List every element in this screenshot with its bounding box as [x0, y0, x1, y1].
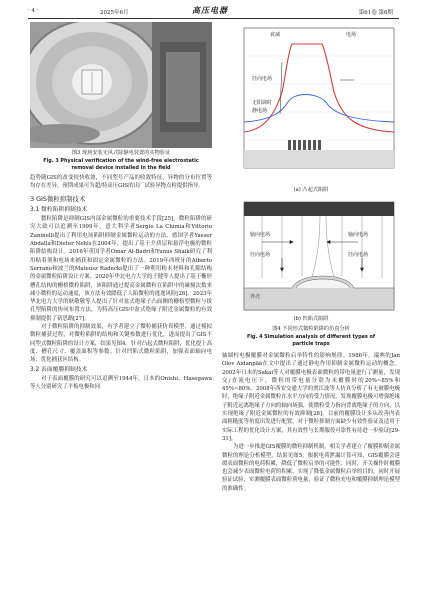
right-paragraph-2: 为进一步推进GIS覆膜的微粒抑制机制，相关学者建立了覆膜抑制金属微粒的理论分析模型，结果见图5。根据电荷泄漏计算可知，GIS覆膜会延缓表面微粒的电荷积累，降低了微粒启举的可能性；同时，开关操作时覆膜也会减少表面微粒电荷的积累，实现了降低金属微粒启举的目的，同时开展验证试验，实测覆膜表面微粒荷电量，验证了微粒充电和覆膜抑制理论模型的准确性。 [222, 444, 400, 492]
fig4a-enclosure [244, 150, 394, 168]
header-rule [28, 18, 399, 19]
left-paragraph-2: 对于微粒陷阱的抑制效果，有学者建立了微粒捕获仿真模型，通过模拟微粒捕获过程，对微粒陷阱的结构和关键参数进行优化，进而提出了GIS不同型式微粒陷阱的设计方案，结果见图4。针对凸起式微粒陷阱，优化提上高度、槽孔尺寸、覆盖面积等参数；针对凹陷式微粒陷阱，加强表面轴向电场，优化捕获区结构。 [30, 324, 212, 364]
right-column [222, 352, 400, 493]
fig3-photo-illustration [30, 22, 212, 148]
fig4-panel-a [222, 22, 400, 187]
fig4-caption-en-line1: Fig. 4 Simulation analysis of different types of [247, 334, 375, 340]
fig4a-label-0: 衰减 [270, 32, 281, 38]
page-number: · 4 · [28, 8, 39, 14]
fig4b-label-3: 外壳 [250, 294, 261, 300]
fig4a-label-3: 无阳调时 [252, 100, 273, 106]
fig3-photo [30, 22, 212, 148]
fig4b-caption: (b) 凹陷式陷阱 [293, 316, 329, 322]
volume-issue: 第61卷 第6期 [358, 10, 393, 16]
fig4b-label-4: 径向电场 [348, 252, 369, 258]
fig4a-label-4: 静电场 [252, 108, 268, 114]
fig4-caption-en-line2: particle traps [292, 341, 330, 347]
fig4-caption-cn: 图4 不同形式微粒陷阱的仿真分析 [272, 326, 350, 332]
fig4b-conductor [244, 202, 394, 216]
fig4b-label-1: 径向电场 [250, 252, 271, 258]
left-paragraph-3: 对于表面覆膜的研究可以追溯至1944年，日本的Onishi、Hasegawa等人分别研究了平板电极和同 [30, 375, 212, 391]
left-column [30, 174, 212, 391]
fig4a-label-1: 电场 [346, 32, 357, 38]
fig4a-label-2: 径向电场 [252, 76, 273, 82]
fig4b-label-0: 轴向电场 [250, 232, 271, 238]
section-3-1-heading: 3.1 微粒陷阱抑制技术 [30, 206, 88, 213]
left-paragraph-0: 趋势随GIS的改变较快收敛，不同型号产品的收敛特征，异物的分布位置等均存在差异，预期成果可为超/特高压GIS的出厂试验异物点检提供指导。 [30, 175, 212, 190]
fig3-caption-cn: 图3 现场安装无风式除静电装置的实物验证 [71, 150, 171, 156]
issue-date: 2025年6月 [100, 10, 129, 16]
fig4-panel-b [222, 198, 400, 316]
fig3-caption-en-line1: Fig. 3 Physical verification of the wind-free electrostatic [43, 158, 199, 164]
section-3-2-heading: 3.2 表面覆膜抑制技术 [30, 366, 88, 373]
journal-name: 高压电器 [192, 5, 228, 15]
fig4b-label-2: 轴向电场 [348, 232, 369, 238]
left-paragraph-1: 微粒陷阱是抑制GIS内部金属微粒的重要技术手段[25]。微粒陷阱的研究大致可以追溯至1999年，意大利学者Sergio La Chimia和Vittorio Zaninelli提出了利用电场陷阱抑制金属微粒运动的方法。德国学者Yasser Abdalla和Dieter Nehls在2004年，提出了基于介质层和悬浮电极的微粒陷阱结构设计。2016年英国学者Omar Al-Badri和Yunus Shaik研究了利用粘着剂和电场来捕获和固定金属微粒的方法。2019年西班牙的Alberto Serrano和波兰的Mateusz Radecki提出了一种利用粉末材料和孔隙结构的金属微粒陷阱设计方案。2020年华北电力大学的王健等人提出了基于椭形槽孔结构的栅格微粒陷阱，该陷阱通过提高金属微粒在陷阱中的碰撞次数来减小微粒的运动速度，该方法有效降低了人陷微粒的逃逸风险[26]。2023年华北电力大学的耿敬敬等人提出了针对盆式绝缘子凸面侧的栅格型微粒与拔孔型陷阱的协同布置方法，为特高压GIS中盆式绝缘子附近金属微粒的有效抑制提供了新思路[27]。 [30, 216, 212, 322]
fig4a-plot [222, 22, 400, 187]
right-paragraph-1: 轴圆柱电极覆膜对金属微粒启举特性的影响规律。1986年，瑞典的Jan Olov Aidanpää在文中提出了通过静电作用抑制金属微粒运动的概念。2002年日本的Sakai等人对覆膜电极表面微粒的带电量进行了测量，发现交/直流电压下，微粒的带电量分别为未覆膜时的20%~85%和45%~80%。2008年西安交通大学的贾江波等人仿真分析了有无被膜电极时，绝缘子附近金属微粒在水平方向的受力情况，发现覆膜电极可增强绝缘子附近远离绝缘子方向的轴向场强，使微粒受力指向背离绝缘子的方向，以实现绝缘子附近金属微粒的有效抑制[28]。目前的覆膜设计多从改善内表面粗糙度等角度出发进行配置，对于微粒抑制方面缺少有效性验证及适用于实际工程的优化设计方案，其有效性与长期服役可靠性有待进一步验证[29-31]。 [222, 353, 400, 442]
fig3-caption-en-line2: removal device installed in the field [71, 165, 171, 171]
section-3-heading: 3 GIS微粒抑制技术 [30, 194, 86, 203]
fig4a-caption: (a) 凸起式陷阱 [293, 187, 329, 193]
fig4b-plot [222, 198, 400, 316]
